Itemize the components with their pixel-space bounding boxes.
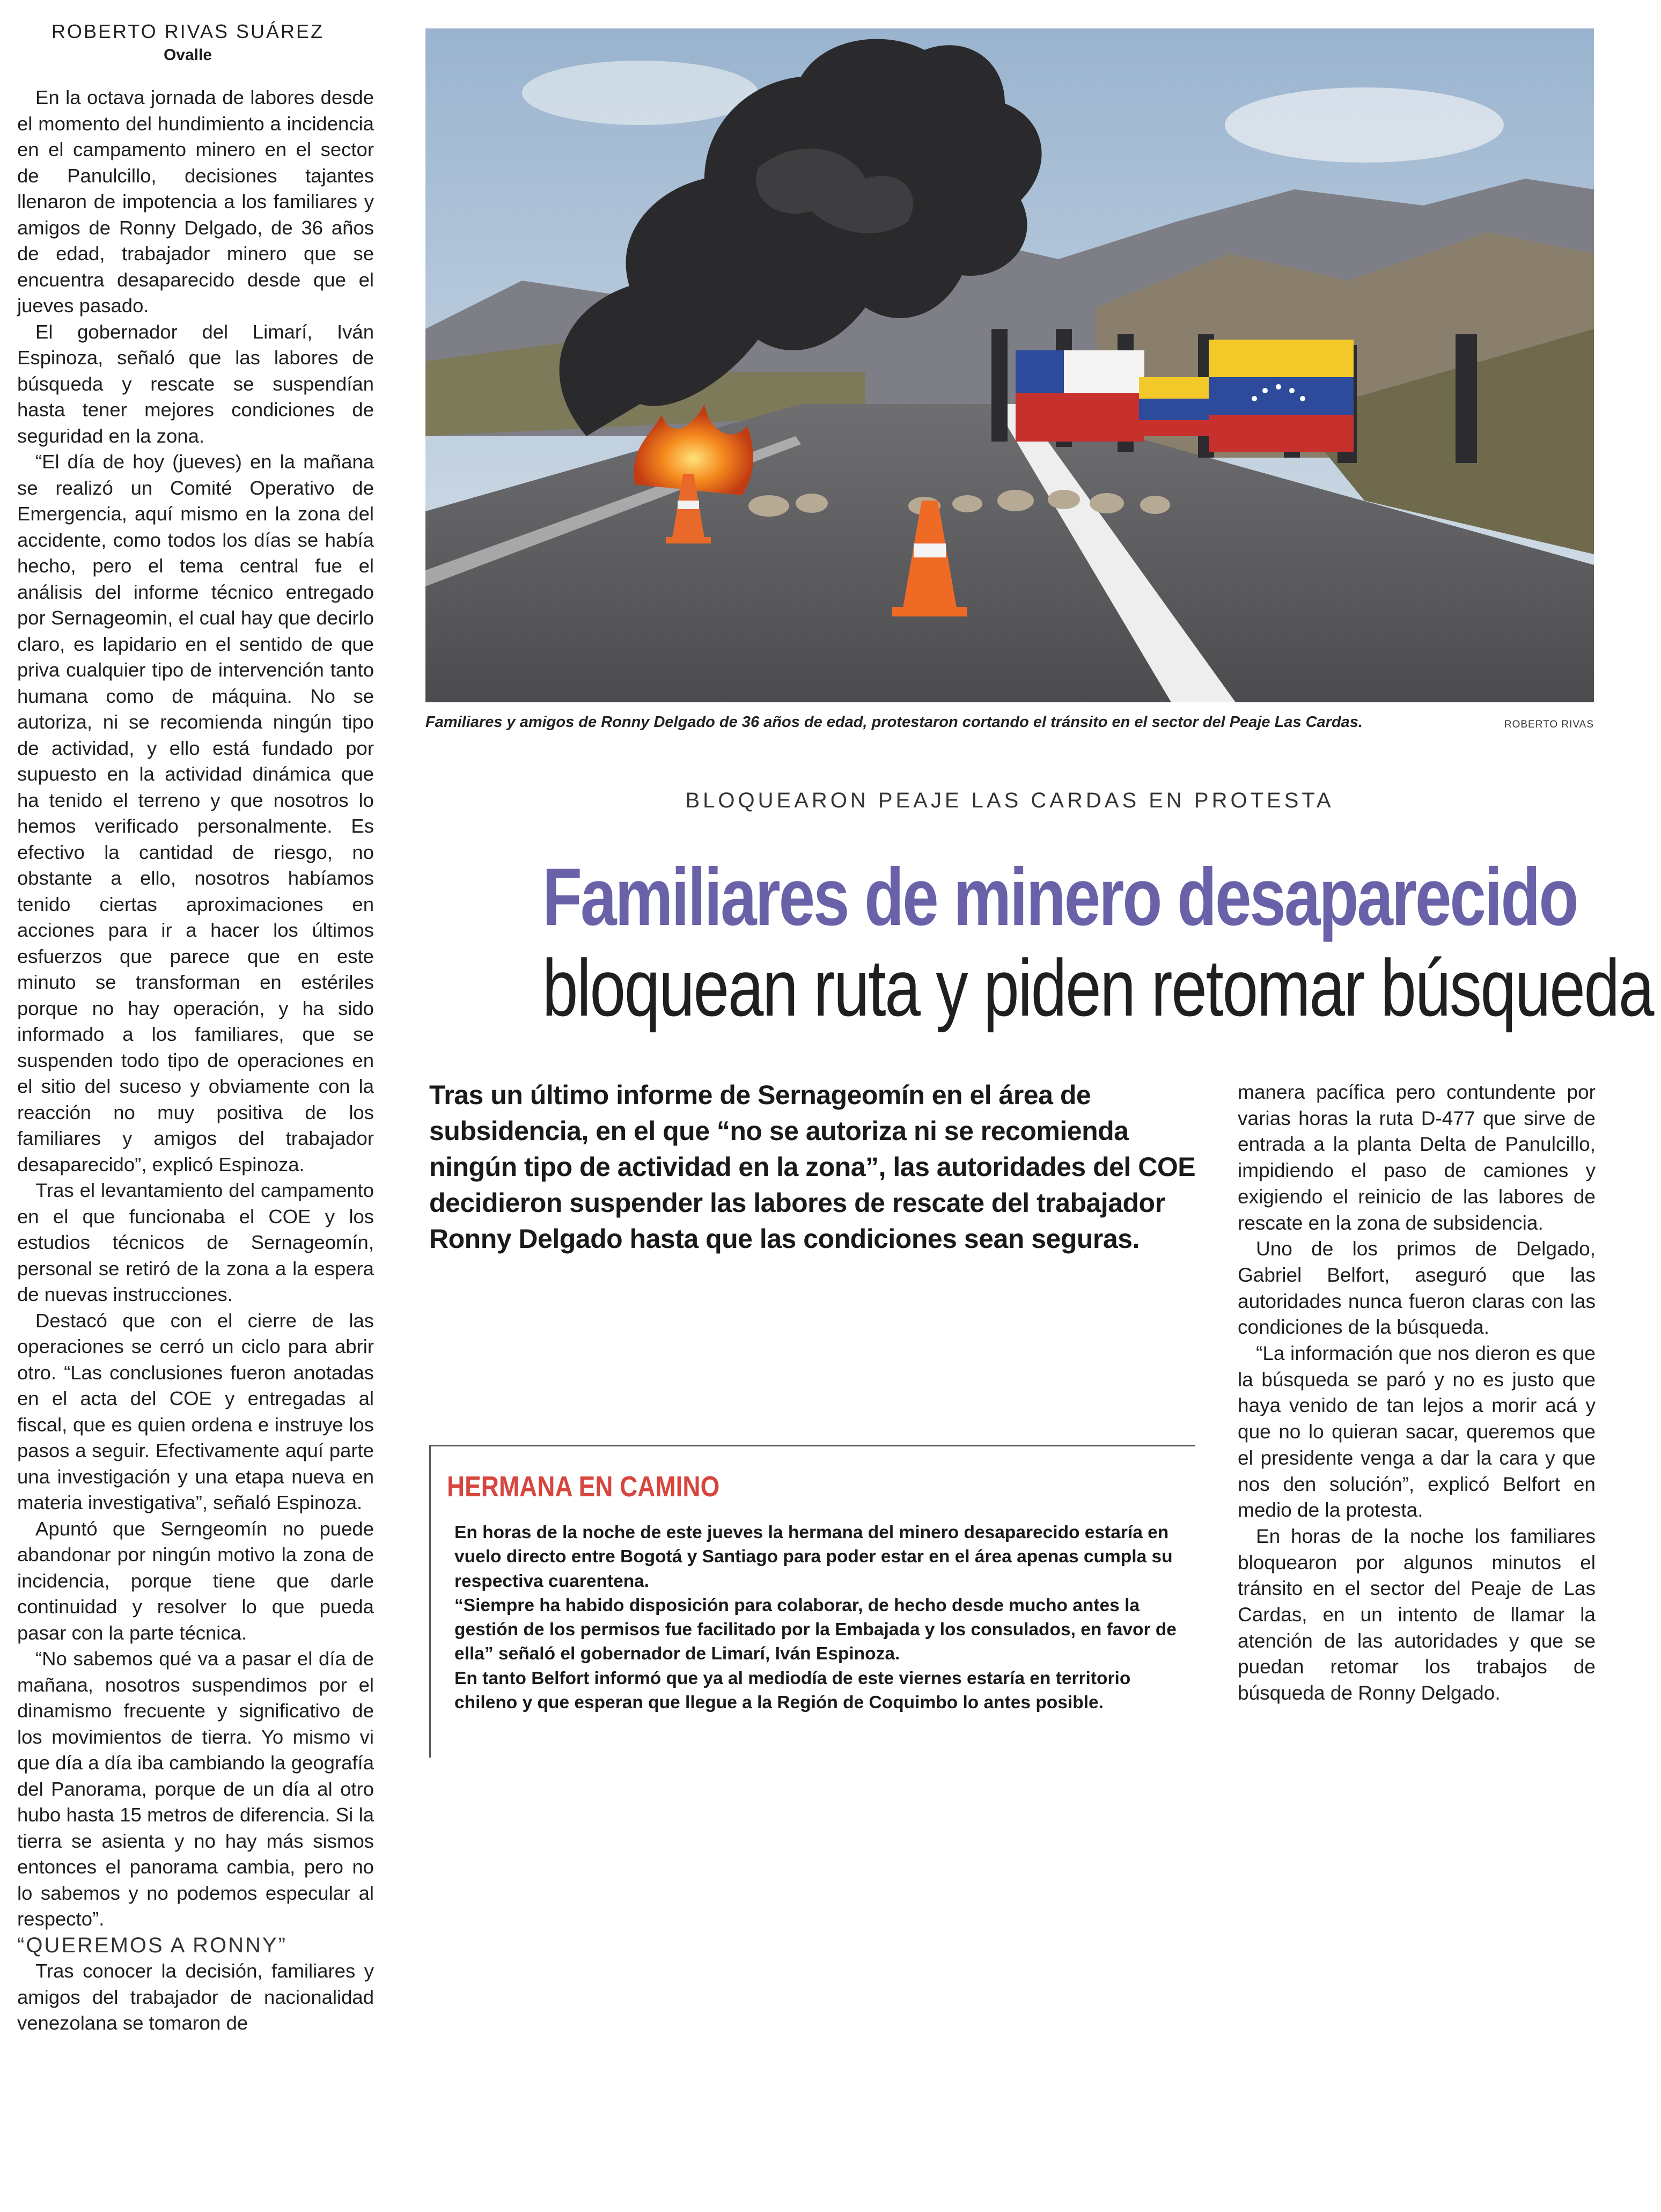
section-subhead: “QUEREMOS A RONNY”: [17, 1933, 287, 1957]
paragraph: Destacó que con el cierre de las operaciones se cerró un ciclo para abrir otro. “Las conclusiones fueron anotadas en el acta del COE y entregadas al fiscal, que es quien ordena e instruye los pasos a seguir. Efectivamente aquí parte una investigación y una etapa nueva en materia investigativa”, señaló Espinoza.: [17, 1309, 374, 1513]
sidebar-paragraph: En tanto Belfort informó que ya al mediodía de este viernes estaría en territorio chileno y que esperan que llegue a la Región de Coquimbo lo antes posible.: [454, 1668, 1131, 1713]
paragraph: Apuntó que Serngeomín no puede abandonar por ningún motivo la zona de incidencia, porque tiene que darle continuidad y resolver lo que pueda pasar con la parte técnica.: [17, 1517, 374, 1644]
sidebar-body: [454, 1520, 1189, 1715]
byline: [0, 20, 376, 64]
lede: Tras un último informe de Sernageomín en el área de subsidencia, en el que “no se autoriza ni se recomienda ningún tipo de actividad en la zona”, las autoridades del COE decidieron suspender las labores de rescate del trabajador Ronny Delgado hasta que las condiciones sean seguras.: [429, 1080, 1196, 1254]
paragraph: En la octava jornada de labores desde el momento del hundimiento a incidencia en el campamento minero en el sector de Panulcillo, decisiones tajantes llenaron de impotencia a los familiares y amigos de Ronny Delgado, de 36 años de edad, trabajador minero que se encuentra desaparecido desde que el jueves pasado.: [17, 86, 374, 317]
paragraph: manera pacífica pero contundente por varias horas la ruta D-477 que sirve de entrada a la planta Delta de Panulcillo, impidiendo el paso de camiones y exigiendo el reinicio de las labores de rescate en la zona de subsidencia.: [1238, 1081, 1596, 1234]
kicker: BLOQUEARON PEAJE LAS CARDAS EN PROTESTA: [685, 789, 1334, 812]
paragraph: “El día de hoy (jueves) en la mañana se realizó un Comité Operativo de Emergencia, aquí mismo en la zona del accidente, como todos los días se había hecho, pero el tema central fue el análisis del informe técnico entregado por Sernageomin, el cual hay que decirlo claro, es lapidario en el sentido de que priva cualquier tipo de intervención tanto humana como de máquina. No se autoriza, ni se recomienda ningún tipo de actividad, y ello está fundado por supuesto en la actividad dinámica que ha tenido el terreno y que nosotros lo hemos verificado personalmente. Es efectivo la cantidad de riesgo, no obstante a ello, nosotros habíamos tenido ciertas aproximaciones en acciones para ir a hacer los últimos esfuerzos que parece que en este minuto se transforman en estériles porque no hay operación, y ha sido informado a los familiares, que se suspenden todo tipo de operaciones en el sitio del suceso y obviamente con la reacción no muy positiva de los familiares y amigos del trabajador desaparecido”, explicó Espinoza.: [17, 451, 374, 1175]
photo-credit: ROBERTO RIVAS: [1504, 719, 1594, 730]
sidebar-paragraph: En horas de la noche de este jueves la hermana del minero desaparecido estaría en vuelo directo entre Bogotá y Santiago para poder estar en el área apenas cumpla su respectiva cuarentena.: [454, 1523, 1173, 1591]
paragraph: El gobernador del Limarí, Iván Espinoza, señaló que las labores de búsqueda y rescate se suspendían hasta tener mejores condiciones de seguridad en la zona.: [17, 320, 374, 447]
article-body-right: [1238, 1079, 1596, 1707]
photo-caption: Familiares y amigos de Ronny Delgado de 36 años de edad, protestaron cortando el tránsito en el sector del Peaje Las Cardas.: [425, 714, 1363, 731]
sidebar-box: [429, 1445, 1195, 1758]
article-body-left: [17, 85, 374, 2037]
author-location: Ovalle: [163, 46, 212, 64]
news-photo: [425, 28, 1594, 702]
paragraph: Tras conocer la decisión, familiares y amigos del trabajador de nacionalidad venezolana se tomaron de: [17, 1960, 374, 2034]
headline-main: Familiares de minero desaparecido: [542, 851, 1577, 943]
author-name: ROBERTO RIVAS SUÁREZ: [51, 20, 325, 42]
paragraph: “La información que nos dieron es que la búsqueda se paró y no es justo que haya venido de tan lejos a morir acá y que no lo quieran sacar, queremos que el presidente venga a dar la cara y que nos den solución”, explicó Belfort en medio de la protesta.: [1238, 1342, 1596, 1522]
headline-secondary: bloquean ruta y piden retomar búsqueda: [542, 943, 1653, 1033]
sidebar-paragraph: “Siempre ha habido disposición para colaborar, de hecho desde mucho antes la gestión de los permisos fue facilitado por la Embajada y los consulados, en favor de ella” señaló el gobernador de Limarí, Iván Espinoza.: [454, 1595, 1177, 1664]
paragraph: En horas de la noche los familiares bloquearon por algunos minutos el tránsito en el sector del Peaje de Las Cardas, en un intento de llamar la atención de las autoridades y que se puedan retomar los trabajos de búsqueda de Ronny Delgado.: [1238, 1525, 1596, 1704]
paragraph: Tras el levantamiento del campamento en el que funcionaba el COE y los estudios técnicos de Sernageomín, personal se retiró de la zona a la espera de nuevas instrucciones.: [17, 1179, 374, 1305]
sidebar-title: HERMANA EN CAMINO: [447, 1471, 720, 1503]
paragraph: Uno de los primos de Delgado, Gabriel Belfort, aseguró que las autoridades nunca fueron claras con las condiciones de la búsqueda.: [1238, 1238, 1596, 1339]
paragraph: “No sabemos qué va a pasar el día de mañana, nosotros suspendimos por el dinamismo frecuente y significativo de los movimientos de tierra. Yo mismo vi que día a día iba cambiando la geografía del Panorama, porque de un día al otro hubo hasta 15 metros de diferencia. Si la tierra se asienta y no hay más sismos entonces el panorama cambia, pero no lo sabemos y no podemos especular al respecto”.: [17, 1648, 374, 1930]
